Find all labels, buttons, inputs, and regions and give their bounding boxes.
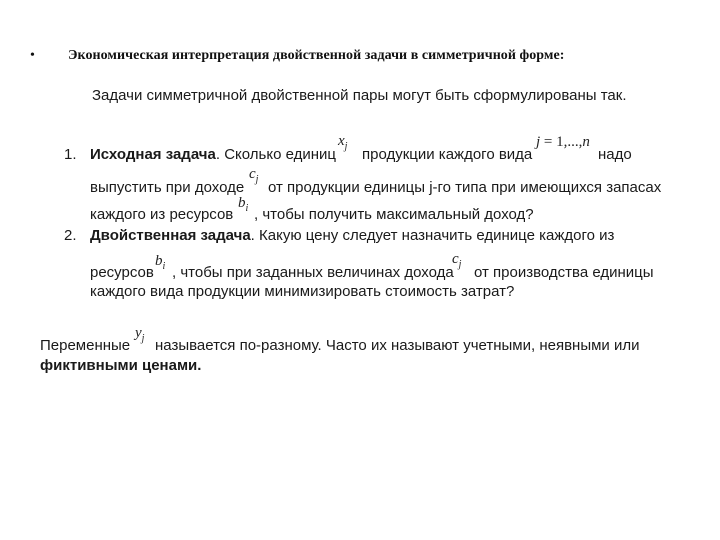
closing-line2 xyxy=(40,356,201,375)
x-j-symbol: $x_j$ xyxy=(338,133,348,152)
item2-line1-a: . Какую цену следует назначить единице каждого из xyxy=(250,227,615,244)
closing-bold-text: фиктивными ценами. xyxy=(40,357,202,374)
bullet-mark: • xyxy=(30,48,35,63)
item2-heading: Двойственная задача xyxy=(90,227,251,244)
y-j-symbol: $y_j$ xyxy=(135,325,145,344)
item1-line1-a: . Сколько единиц xyxy=(215,146,336,163)
item1-line2-b: от продукции единицы j-го типа при имеющихся запасах xyxy=(268,179,662,196)
closing-line1-b: называется по-разному. Часто их называют учетными, неявными или xyxy=(155,337,640,354)
item2-line3-a: каждого вида продукции минимизировать стоимость затрат? xyxy=(90,283,515,300)
item2-number: 2. xyxy=(64,227,77,244)
closing-line1-a: Переменные xyxy=(40,337,131,354)
item2-line2-a: ресурсов xyxy=(90,264,154,281)
item2-line1 xyxy=(90,226,614,245)
item2-line2-c: от производства единицы xyxy=(474,264,654,281)
item1-line2-a: выпустить при доходе xyxy=(90,179,245,196)
item2-line2-b: , чтобы при заданных величинах дохода xyxy=(172,264,454,281)
j-range-symbol: j = 1,...,n xyxy=(536,134,590,150)
b-i-symbol: $b_i$ xyxy=(238,195,249,214)
c-j-symbol-2: $c_j$ xyxy=(452,251,462,270)
intro-text: Задачи симметричной двойственной пары могут быть сформулированы так. xyxy=(92,87,627,104)
item1-line1 xyxy=(90,145,336,164)
item1-line3-b: , чтобы получить максимальный доход? xyxy=(254,206,534,223)
c-j-symbol: $c_j$ xyxy=(249,166,259,185)
item1-heading: Исходная задача xyxy=(90,146,216,163)
item1-line3-a: каждого из ресурсов xyxy=(90,206,234,223)
item1-line1-c: надо xyxy=(598,146,632,163)
item1-line1-b: продукции каждого вида xyxy=(362,146,533,163)
heading-text: Экономическая интерпретация двойственной задачи в симметричной форме: xyxy=(68,48,565,63)
item1-number: 1. xyxy=(64,146,77,163)
b-i-symbol-2: $b_i$ xyxy=(155,253,166,272)
